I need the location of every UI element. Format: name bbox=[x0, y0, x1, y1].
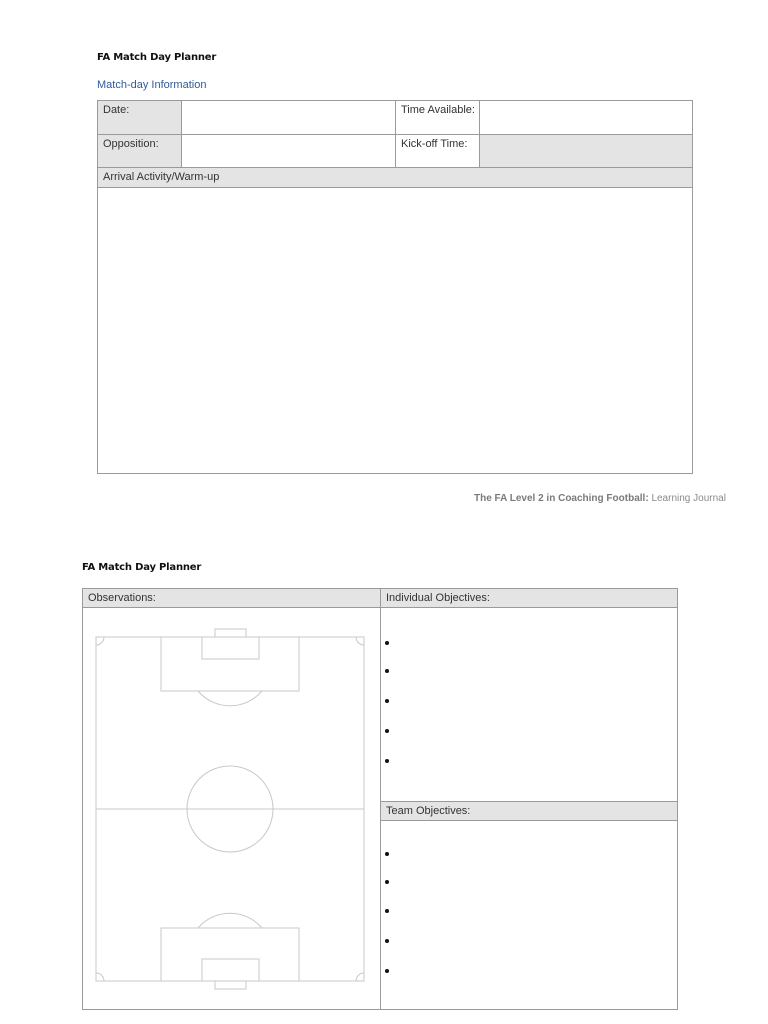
top-six-yard-box bbox=[202, 637, 259, 659]
team-objective-bullet bbox=[385, 880, 389, 884]
footer-journal-label: Learning Journal bbox=[651, 493, 726, 504]
corner-arc-tr bbox=[356, 637, 364, 645]
individual-objective-bullet bbox=[385, 699, 389, 703]
time-available-label: Time Available: bbox=[401, 104, 475, 116]
page-footer bbox=[474, 493, 726, 504]
team-objective-bullet bbox=[385, 969, 389, 973]
section-subtitle: Match-day Information bbox=[97, 79, 207, 91]
bottom-penalty-area bbox=[161, 928, 299, 981]
individual-objectives-area[interactable] bbox=[380, 607, 678, 802]
bottom-penalty-arc bbox=[198, 913, 262, 928]
corner-arc-bl bbox=[96, 973, 104, 981]
individual-objective-bullet bbox=[385, 729, 389, 733]
opposition-label-cell bbox=[97, 134, 182, 168]
top-penalty-area bbox=[161, 637, 299, 691]
team-objectives-header bbox=[380, 801, 678, 821]
team-objectives-label: Team Objectives: bbox=[386, 805, 471, 817]
team-objectives-area[interactable] bbox=[380, 820, 678, 1010]
date-label: Date: bbox=[103, 104, 130, 116]
time-available-label-cell bbox=[395, 100, 480, 135]
observations-area[interactable] bbox=[82, 607, 381, 1010]
kickoff-time-label-cell bbox=[395, 134, 480, 168]
corner-arc-tl bbox=[96, 637, 104, 645]
individual-objectives-header bbox=[380, 588, 678, 608]
team-objective-bullet bbox=[385, 939, 389, 943]
individual-objective-bullet bbox=[385, 759, 389, 763]
corner-arc-br bbox=[356, 973, 364, 981]
top-goal bbox=[215, 629, 246, 637]
page-title: FA Match Day Planner bbox=[97, 52, 217, 63]
football-pitch-diagram bbox=[82, 607, 381, 1010]
team-objective-bullet bbox=[385, 852, 389, 856]
arrival-activity-header bbox=[97, 167, 693, 188]
bottom-goal bbox=[215, 981, 246, 989]
observations-label: Observations: bbox=[88, 592, 156, 604]
top-penalty-arc bbox=[198, 691, 262, 706]
opposition-label: Opposition: bbox=[103, 138, 159, 150]
kickoff-time-field[interactable] bbox=[479, 134, 693, 168]
bottom-six-yard-box bbox=[202, 959, 259, 981]
observations-header bbox=[82, 588, 381, 608]
footer-course-title: The FA Level 2 in Coaching Football: bbox=[474, 493, 649, 504]
date-label-cell bbox=[97, 100, 182, 135]
individual-objective-bullet bbox=[385, 641, 389, 645]
individual-objective-bullet bbox=[385, 669, 389, 673]
kickoff-time-label: Kick-off Time: bbox=[401, 138, 468, 150]
arrival-activity-field[interactable] bbox=[97, 187, 693, 474]
page-title-2: FA Match Day Planner bbox=[82, 562, 202, 573]
individual-objectives-label: Individual Objectives: bbox=[386, 592, 490, 604]
team-objective-bullet bbox=[385, 909, 389, 913]
time-available-field[interactable] bbox=[479, 100, 693, 135]
date-field[interactable] bbox=[181, 100, 396, 135]
arrival-activity-label: Arrival Activity/Warm-up bbox=[103, 171, 220, 183]
opposition-field[interactable] bbox=[181, 134, 396, 168]
